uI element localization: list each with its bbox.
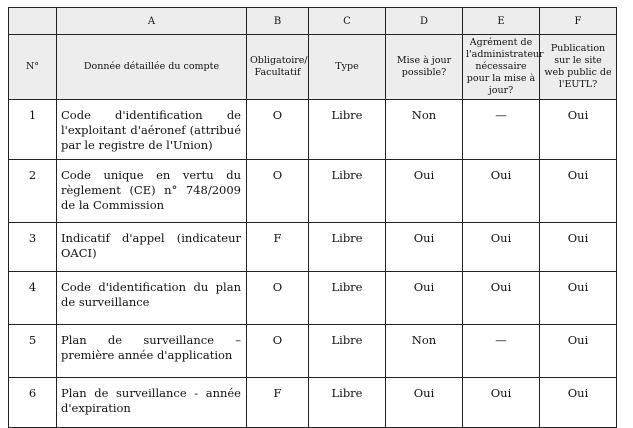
row-mandatory: O [247, 160, 309, 223]
row-admin-approval: — [463, 325, 540, 378]
row-number: 1 [9, 100, 57, 160]
row-description: Plan de surveillance - année d'expiration [57, 378, 247, 428]
row-publication: Oui [540, 160, 617, 223]
row-description: Code unique en vertu du règlement (CE) n° 748/2009 de la Commission [57, 160, 247, 223]
row-mandatory: O [247, 325, 309, 378]
row-updatable: Oui [386, 160, 463, 223]
account-details-table-container [8, 7, 617, 428]
table-row [9, 272, 617, 325]
row-updatable: Non [386, 325, 463, 378]
row-number: 5 [9, 325, 57, 378]
row-updatable: Oui [386, 223, 463, 272]
row-mandatory: F [247, 223, 309, 272]
row-type: Libre [309, 272, 386, 325]
row-mandatory: O [247, 272, 309, 325]
column-header-updatable: Mise à jour possible? [386, 35, 463, 100]
row-number: 6 [9, 378, 57, 428]
column-letter: F [540, 8, 617, 35]
column-letter [9, 8, 57, 35]
row-publication: Oui [540, 223, 617, 272]
column-letter: E [463, 8, 540, 35]
account-details-table [8, 7, 617, 428]
row-description: Indicatif d'appel (indicateur OACI) [57, 223, 247, 272]
row-admin-approval: — [463, 100, 540, 160]
column-letter: C [309, 8, 386, 35]
row-type: Libre [309, 160, 386, 223]
table-row [9, 325, 617, 378]
column-header-description: Donnée détaillée du compte [57, 35, 247, 100]
row-updatable: Non [386, 100, 463, 160]
row-type: Libre [309, 378, 386, 428]
row-updatable: Oui [386, 272, 463, 325]
row-publication: Oui [540, 100, 617, 160]
column-header-type: Type [309, 35, 386, 100]
row-number: 3 [9, 223, 57, 272]
row-description: Code d'identification de l'exploitant d'aéronef (attribué par le registre de l'Union) [57, 100, 247, 160]
row-publication: Oui [540, 378, 617, 428]
table-row [9, 100, 617, 160]
row-admin-approval: Oui [463, 223, 540, 272]
row-publication: Oui [540, 272, 617, 325]
column-letter: A [57, 8, 247, 35]
column-header-number: N° [9, 35, 57, 100]
row-admin-approval: Oui [463, 160, 540, 223]
row-number: 4 [9, 272, 57, 325]
row-type: Libre [309, 100, 386, 160]
column-header-publication: Publication sur le site web public de l'EUTL? [540, 35, 617, 100]
row-mandatory: F [247, 378, 309, 428]
row-admin-approval: Oui [463, 272, 540, 325]
row-admin-approval: Oui [463, 378, 540, 428]
row-updatable: Oui [386, 378, 463, 428]
table-row [9, 223, 617, 272]
row-mandatory: O [247, 100, 309, 160]
row-type: Libre [309, 223, 386, 272]
column-letter: D [386, 8, 463, 35]
table-row [9, 160, 617, 223]
row-description: Code d'identification du plan de surveillance [57, 272, 247, 325]
column-letter: B [247, 8, 309, 35]
row-number: 2 [9, 160, 57, 223]
column-header-admin-approval: Agrément de l'administrateur nécessaire pour la mise à jour? [463, 35, 540, 100]
row-type: Libre [309, 325, 386, 378]
column-header-mandatory: Obligatoire/ Facultatif [247, 35, 309, 100]
header-row [9, 35, 617, 100]
table-row [9, 378, 617, 428]
row-description: Plan de surveillance – première année d'application [57, 325, 247, 378]
column-letter-row [9, 8, 617, 35]
row-publication: Oui [540, 325, 617, 378]
